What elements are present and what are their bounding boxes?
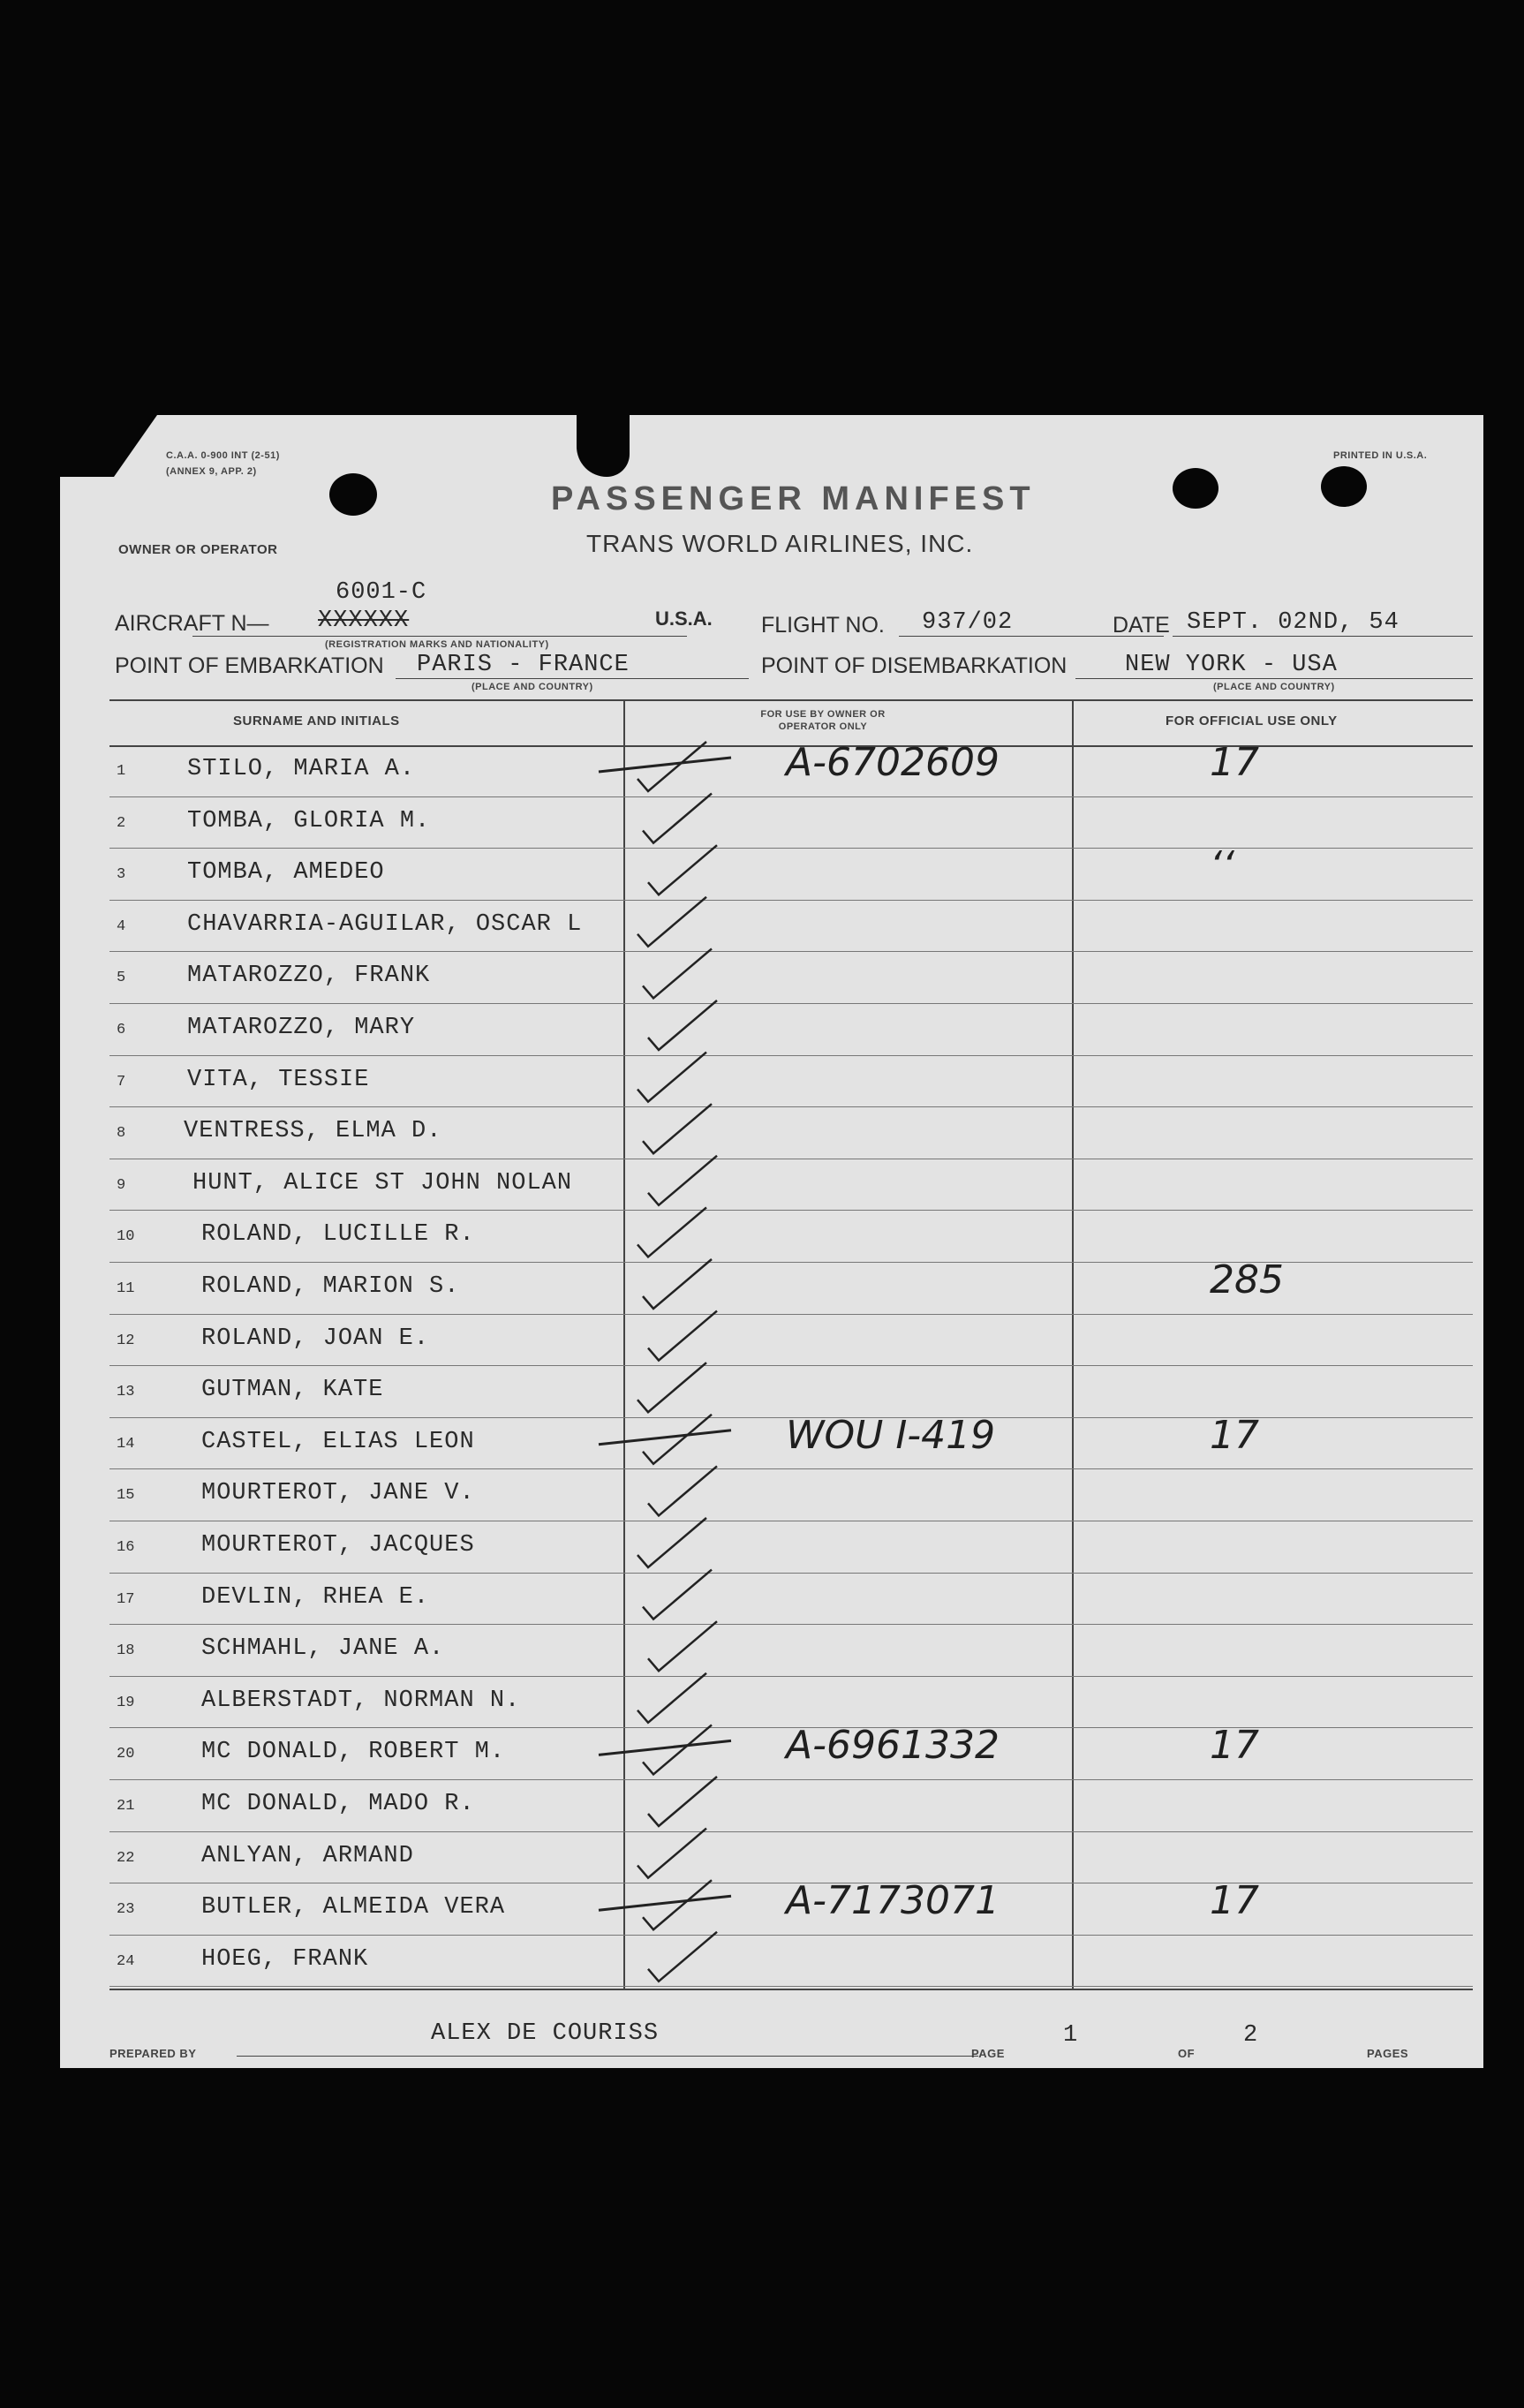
passenger-name: MC DONALD, ROBERT M. xyxy=(201,1739,506,1766)
row-number: 7 xyxy=(117,1073,126,1091)
passenger-name: VITA, TESSIE xyxy=(187,1066,370,1093)
pen-stroke xyxy=(599,1430,731,1445)
owner-label: OWNER OR OPERATOR xyxy=(118,542,278,557)
official-note: 17 xyxy=(1210,1412,1259,1458)
row-number: 5 xyxy=(117,970,126,987)
passenger-name: SCHMAHL, JANE A. xyxy=(201,1635,445,1663)
passenger-name: BUTLER, ALMEIDA VERA xyxy=(201,1894,506,1921)
page-label: PAGE xyxy=(971,2047,1005,2060)
passenger-name: VENTRESS, ELMA D. xyxy=(184,1118,442,1145)
page-value: 1 xyxy=(1063,2022,1079,2049)
disembark-label: POINT OF DISEMBARKATION xyxy=(761,653,1068,678)
owner-note: WOU I-419 xyxy=(786,1412,996,1458)
row-number: 16 xyxy=(117,1539,135,1556)
check-mark xyxy=(638,1518,706,1567)
pages-label: PAGES xyxy=(1367,2047,1409,2060)
owner-note: A-6702609 xyxy=(786,740,1000,785)
row-number: 9 xyxy=(117,1176,126,1194)
disembark-value: NEW YORK - USA xyxy=(1125,652,1338,678)
check-mark xyxy=(638,1207,706,1257)
passenger-name: ROLAND, JOAN E. xyxy=(201,1325,430,1352)
passenger-name: ROLAND, MARION S. xyxy=(201,1273,460,1300)
aircraft-struck: XXXXXX xyxy=(318,608,410,634)
check-mark xyxy=(643,1259,712,1309)
passenger-name: MATAROZZO, MARY xyxy=(187,1015,416,1041)
passenger-name: MATAROZZO, FRANK xyxy=(187,962,431,990)
printed-in: PRINTED IN U.S.A. xyxy=(1333,450,1428,461)
check-mark xyxy=(648,1621,717,1671)
check-mark xyxy=(638,1673,706,1723)
row-number: 8 xyxy=(117,1125,126,1143)
of-label: OF xyxy=(1178,2047,1196,2060)
check-mark xyxy=(638,897,706,947)
passenger-name: ALBERSTADT, NORMAN N. xyxy=(201,1687,521,1714)
passenger-name: CHAVARRIA-AGUILAR, OSCAR L xyxy=(187,910,583,938)
aircraft-number: 6001-C xyxy=(336,579,427,606)
passenger-name: ROLAND, LUCILLE R. xyxy=(201,1221,475,1249)
check-mark xyxy=(648,845,717,895)
row-number: 12 xyxy=(117,1332,135,1349)
checkmarks xyxy=(60,415,1483,2068)
row-number: 23 xyxy=(117,1901,135,1919)
row-number: 14 xyxy=(117,1435,135,1453)
check-mark xyxy=(648,1311,717,1361)
check-mark xyxy=(648,1156,717,1205)
official-note: 285 xyxy=(1210,1257,1284,1302)
check-mark xyxy=(643,948,712,998)
form-ref: (ANNEX 9, APP. 2) xyxy=(166,466,257,477)
row-number: 10 xyxy=(117,1228,135,1246)
row-number: 22 xyxy=(117,1849,135,1867)
passenger-name: MC DONALD, MADO R. xyxy=(201,1791,475,1817)
passenger-name: MOURTEROT, JACQUES xyxy=(201,1532,475,1559)
passenger-name: STILO, MARIA A. xyxy=(187,756,416,782)
embark-caption: (PLACE AND COUNTRY) xyxy=(472,682,593,692)
aircraft-label: AIRCRAFT N— xyxy=(115,611,269,636)
passenger-name: TOMBA, AMEDEO xyxy=(187,859,385,887)
prepared-value: ALEX DE COURISS xyxy=(431,2020,660,2047)
check-mark xyxy=(648,1777,717,1826)
passenger-name: DEVLIN, RHEA E. xyxy=(201,1583,430,1611)
page-title: PASSENGER MANIFEST xyxy=(551,480,1036,517)
row-number: 11 xyxy=(117,1280,135,1297)
check-mark xyxy=(638,1053,706,1102)
check-mark xyxy=(638,1829,706,1878)
passenger-name: GUTMAN, KATE xyxy=(201,1377,384,1404)
passenger-name: CASTEL, ELIAS LEON xyxy=(201,1428,475,1455)
pen-stroke xyxy=(599,1740,731,1755)
official-note: 17 xyxy=(1210,740,1259,785)
passenger-name: HOEG, FRANK xyxy=(201,1945,369,1973)
of-value: 2 xyxy=(1243,2022,1259,2049)
row-number: 18 xyxy=(117,1642,135,1660)
owner-value: TRANS WORLD AIRLINES, INC. xyxy=(586,530,974,557)
row-number: 13 xyxy=(117,1384,135,1401)
row-number: 2 xyxy=(117,814,126,832)
row-number: 19 xyxy=(117,1694,135,1711)
owner-note: A-7173071 xyxy=(786,1878,1000,1924)
form-code: C.A.A. 0-900 INT (2-51) xyxy=(166,450,280,461)
nationality: U.S.A. xyxy=(655,608,713,630)
registration-caption: (REGISTRATION MARKS AND NATIONALITY) xyxy=(325,639,549,650)
check-mark xyxy=(648,1466,717,1515)
row-number: 1 xyxy=(117,763,126,780)
owner-note: A-6961332 xyxy=(786,1723,1000,1769)
row-number: 20 xyxy=(117,1746,135,1763)
embark-value: PARIS - FRANCE xyxy=(417,652,630,678)
check-mark xyxy=(648,1000,717,1050)
passenger-name: TOMBA, GLORIA M. xyxy=(187,807,431,834)
col-official-use: FOR OFFICIAL USE ONLY xyxy=(1166,713,1338,728)
col-owner-use: FOR USE BY OWNER OR OPERATOR ONLY xyxy=(760,709,886,732)
passenger-name: ANLYAN, ARMAND xyxy=(201,1842,414,1869)
check-mark xyxy=(638,1363,706,1412)
row-number: 21 xyxy=(117,1798,135,1815)
prepared-label: PREPARED BY xyxy=(109,2047,197,2060)
pen-stroke xyxy=(599,758,731,772)
passenger-name: MOURTEROT, JANE V. xyxy=(201,1480,475,1507)
passenger-name: HUNT, ALICE ST JOHN NOLAN xyxy=(192,1169,573,1196)
check-mark xyxy=(643,794,712,843)
official-note: ‘‘ xyxy=(1210,843,1234,889)
row-number: 24 xyxy=(117,1952,135,1970)
row-number: 15 xyxy=(117,1487,135,1505)
flight-value: 937/02 xyxy=(922,609,1014,636)
flight-label: FLIGHT NO. xyxy=(761,613,885,638)
check-mark xyxy=(643,1104,712,1153)
row-number: 4 xyxy=(117,917,126,935)
row-number: 17 xyxy=(117,1590,135,1608)
embark-label: POINT OF EMBARKATION xyxy=(115,653,384,678)
official-note: 17 xyxy=(1210,1723,1259,1769)
check-mark xyxy=(643,1570,712,1619)
manifest-sheet xyxy=(60,415,1483,2068)
official-note: 17 xyxy=(1210,1878,1259,1924)
col-surname: SURNAME AND INITIALS xyxy=(233,713,400,728)
pen-stroke xyxy=(599,1896,731,1910)
date-label: DATE xyxy=(1113,613,1170,638)
check-mark xyxy=(648,1932,717,1982)
row-number: 3 xyxy=(117,866,126,884)
date-value: SEPT. 02ND, 54 xyxy=(1187,609,1400,636)
row-number: 6 xyxy=(117,1022,126,1038)
disembark-caption: (PLACE AND COUNTRY) xyxy=(1213,682,1335,692)
